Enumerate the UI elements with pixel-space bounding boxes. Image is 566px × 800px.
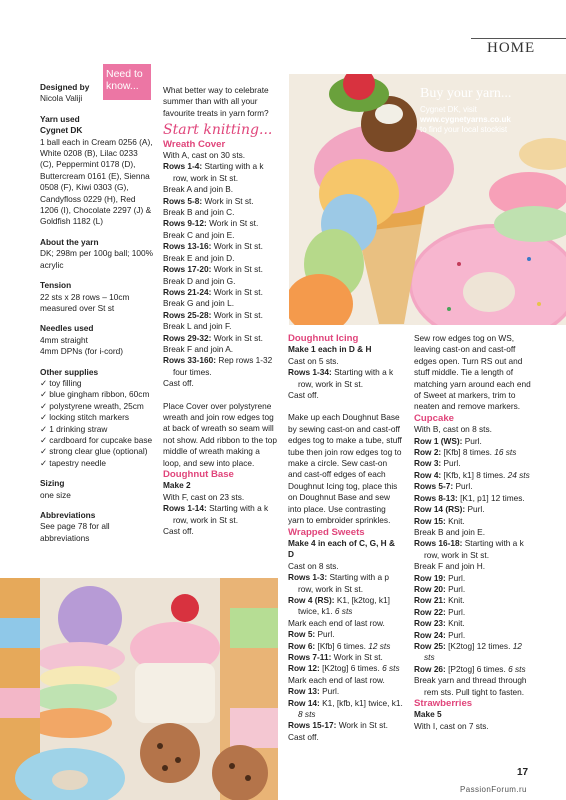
pattern-row: Row 12: [K2tog] 6 times. 6 sts: [288, 663, 400, 674]
start-knitting-heading: Start knitting...: [163, 122, 273, 139]
pattern-row: Rows 1-4: Starting with a k row, work in St st.: [163, 161, 264, 183]
doughnut-base-row: Rows 1-14: Starting with a k row, work in St st.: [163, 503, 269, 525]
pattern-row: Break F and join A.: [163, 343, 234, 354]
pattern-row: Row 14: K1, [kfb, k1] twice, k1. 8 sts: [288, 697, 403, 719]
yarn-colours: 1 ball each in Cream 0256 (A), White 0208 (B), Lilac 0233 (C), Peppermint 0178 (D), Buttercream 0161 (E), Sienna 0508 (F), Kiwi 0303 (G), Candyfloss 0229 (H), Red 1206 (I), Chocolate 2297 (J) & Goldfish 1182 (L): [40, 136, 153, 227]
designed-by-label: Designed by: [40, 82, 90, 92]
pattern-row: Row 26: [P2tog] 6 times. 6 sts: [414, 663, 526, 674]
pattern-row: Row 22: Purl.: [414, 606, 466, 617]
yarn-name: Cygnet DK: [40, 125, 83, 136]
supply-item: ✓ cardboard for cupcake base: [40, 435, 153, 446]
supplies-list: [40, 378, 153, 469]
pattern-row: Row 2: [Kfb] 8 times. 16 sts: [414, 447, 517, 458]
cupcake-cast-on: With B, cast on 8 sts.: [414, 424, 492, 435]
pattern-row: Row 25: [K2tog] 12 times. 12 sts: [414, 640, 522, 663]
about-yarn-label: About the yarn: [40, 236, 99, 247]
supply-item: ✓ strong clear glue (optional): [40, 446, 153, 457]
doughnut-making-up: Make up each Doughnut Base by sewing cast-on and cast-off edges tog to make a tube, stuff tube then join row edges tog to make a circle. Sew cast-on and cast-off edges of each Doughnut Icing tog, place this on Doughnut Base and sew into place. Use contrasting yarn to embroider sprinkles.: [288, 412, 402, 526]
pattern-row: Rows 8-13: [K1, p1] 12 times.: [414, 492, 525, 503]
doughnut-base-cast-on: With F, cast on 23 sts.: [163, 491, 245, 502]
doughnut-icing-cast-off: Cast off.: [288, 390, 319, 401]
about-yarn-text: DK; 298m per 100g ball; 100% acrylic: [40, 248, 154, 270]
pattern-row: Rows 15-17: Work in St st.: [288, 720, 388, 731]
pattern-row: Rows 5-8: Work in St st.: [163, 195, 254, 206]
pattern-row: Row 1 (WS): Purl.: [414, 435, 482, 446]
pattern-row: Rows 33-160: Rep rows 1-32 four times.: [163, 355, 273, 377]
pattern-row: Rows 7-11: Work in St st.: [288, 651, 383, 662]
supply-item: ✓ toy filling: [40, 378, 153, 389]
wreath-cover-title: Wreath Cover: [163, 138, 226, 150]
intro-text: What better way to celebrate summer than with all your favourite treats in yarn form?: [163, 85, 269, 118]
wrapped-sweets-make: Make 4 in each of C, G, H & D: [288, 537, 395, 560]
pattern-row: Rows 5-7: Purl.: [414, 481, 473, 492]
supply-item: ✓ locking stitch markers: [40, 412, 153, 423]
pattern-row: Break E and join D.: [163, 252, 235, 263]
designer-name: Nicola Valiji: [40, 93, 83, 104]
strawberries-make: Make 5: [414, 709, 442, 720]
pattern-row: Row 13: Purl.: [288, 686, 340, 697]
wreath-rows: [163, 161, 280, 389]
doughnut-base-cast-off: Cast off.: [163, 526, 194, 537]
pattern-row: Rows 21-24: Work in St st.: [163, 286, 263, 297]
yarn-used-label: Yarn used: [40, 113, 80, 124]
wreath-finishing: Place Cover over polystyrene wreath and join row edges tog at back of wreath so seam will not show. Add ribbon to the top middle of wreath making a loop, and sew into place.: [163, 400, 277, 468]
watermark: PassionForum.ru: [460, 785, 527, 794]
supply-item: ✓ tapestry needle: [40, 458, 153, 469]
buy-yarn-box: [420, 86, 560, 135]
pattern-row: Row 20: Purl.: [414, 583, 466, 594]
supplies-label: Other supplies: [40, 366, 99, 377]
pattern-row: Break F and join H.: [414, 561, 486, 572]
need-to-know-tab: Need to know...: [103, 64, 151, 100]
pattern-row: Break B and join E.: [414, 526, 486, 537]
pattern-row: Row 6: [Kfb] 6 times. 12 sts: [288, 640, 391, 651]
pattern-row: Mark each end of last row.: [288, 617, 385, 628]
needles-straight: 4mm straight: [40, 334, 88, 345]
pattern-column-2: [288, 333, 403, 743]
pattern-row: Row 14 (RS): Purl.: [414, 504, 485, 515]
pattern-row: Mark each end of last row.: [288, 674, 385, 685]
doughnut-base-make: Make 2: [163, 480, 191, 491]
header-rule: [471, 38, 566, 39]
pattern-column-3: [414, 333, 532, 732]
pattern-row: Row 23: Knit.: [414, 618, 465, 629]
pattern-row: Break B and join C.: [163, 207, 235, 218]
buy-yarn-line3: to find your local stockist: [420, 125, 508, 134]
supply-item: ✓ blue gingham ribbon, 60cm: [40, 389, 153, 400]
tension-label: Tension: [40, 280, 72, 291]
buy-yarn-url[interactable]: www.cygnetyarns.co.uk: [420, 115, 511, 124]
strawberries-title: Strawberries: [414, 698, 473, 709]
pattern-row: Row 3: Purl.: [414, 458, 461, 469]
pattern-row: Rows 25-28: Work in St st.: [163, 309, 263, 320]
pattern-row: Cast off.: [288, 731, 319, 742]
sweets-making-up: Sew row edges tog on WS, leaving cast-on and cast-off edges open. Turn RS out and stuff middle. Tie a length of matching yarn around each end of Sweet at markers, trim to neaten and remove markers.: [414, 333, 531, 412]
buy-yarn-title: Buy your yarn...: [420, 86, 512, 101]
pattern-column-1: [163, 85, 280, 537]
abbreviations-label: Abbreviations: [40, 510, 96, 520]
wrapped-sweets-cast-on: Cast on 8 sts.: [288, 560, 339, 571]
pattern-row: Row 19: Purl.: [414, 572, 466, 583]
knitted-treats-photo-bottom: [0, 578, 278, 800]
needles-dpns: 4mm DPNs (for i-cord): [40, 346, 123, 357]
pattern-row: Break L and join F.: [163, 321, 232, 332]
pattern-row: Cast off.: [163, 378, 194, 389]
pattern-row: Break A and join B.: [163, 184, 234, 195]
doughnut-icing-make: Make 1 each in D & H: [288, 344, 372, 355]
pattern-row: Rows 29-32: Work in St st.: [163, 332, 263, 343]
pattern-row: Rows 9-12: Work in St st.: [163, 218, 259, 229]
doughnut-icing-cast-on: Cast on 5 sts.: [288, 355, 339, 366]
abbreviations-text: See page 78 for all abbreviations: [40, 521, 110, 543]
wreath-cast-on: With A, cast on 30 sts.: [163, 150, 246, 161]
pattern-row: Break yarn and thread through rem sts. Pull tight to fasten.: [414, 675, 527, 697]
pattern-row: Row 5: Purl.: [288, 629, 335, 640]
buy-yarn-line1: Cygnet DK, visit: [420, 105, 477, 114]
section-label: HOME: [487, 40, 536, 56]
cupcake-rows: [414, 436, 532, 698]
needles-label: Needles used: [40, 323, 94, 334]
info-sidebar: [40, 82, 153, 544]
pattern-row: Row 24: Purl.: [414, 629, 466, 640]
doughnut-icing-title: Doughnut Icing: [288, 333, 359, 344]
cupcake-title: Cupcake: [414, 412, 454, 424]
page-number: 17: [517, 767, 529, 778]
supply-item: ✓ polystyrene wreath, 25cm: [40, 401, 153, 412]
sizing-text: one size: [40, 489, 71, 500]
sizing-label: Sizing: [40, 478, 65, 489]
pattern-row: Row 15: Knit.: [414, 515, 465, 526]
supply-item: ✓ 1 drinking straw: [40, 424, 153, 435]
photo-illustration: [0, 578, 278, 800]
pattern-row: Break G and join L.: [163, 298, 235, 309]
wrapped-sweets-rows: [288, 572, 403, 743]
doughnut-base-title: Doughnut Base: [163, 469, 234, 480]
wrapped-sweets-title: Wrapped Sweets: [288, 526, 365, 538]
pattern-row: Break D and join G.: [163, 275, 236, 286]
pattern-row: Rows 16-18: Starting with a k row, work in St st.: [414, 538, 524, 560]
doughnut-icing-row: Rows 1-34: Starting with a k row, work in St st.: [288, 367, 394, 389]
pattern-row: Row 21: Knit.: [414, 595, 465, 606]
pattern-row: Rows 1-3: Starting with a p row, work in St st.: [288, 572, 389, 594]
knitted-treats-photo-top: [289, 74, 566, 325]
pattern-row: Rows 13-16: Work in St st.: [163, 241, 263, 252]
strawberries-cast-on: With I, cast on 7 sts.: [414, 720, 489, 731]
pattern-row: Row 4: [Kfb, k1] 8 times. 24 sts: [414, 469, 530, 480]
tension-text: 22 sts x 28 rows – 10cm measured over St st: [40, 291, 130, 313]
pattern-row: Break C and join E.: [163, 229, 235, 240]
pattern-row: Row 4 (RS): K1, [k2tog, k1] twice, k1. 6 sts: [288, 594, 390, 617]
pattern-row: Rows 17-20: Work in St st.: [163, 264, 263, 275]
